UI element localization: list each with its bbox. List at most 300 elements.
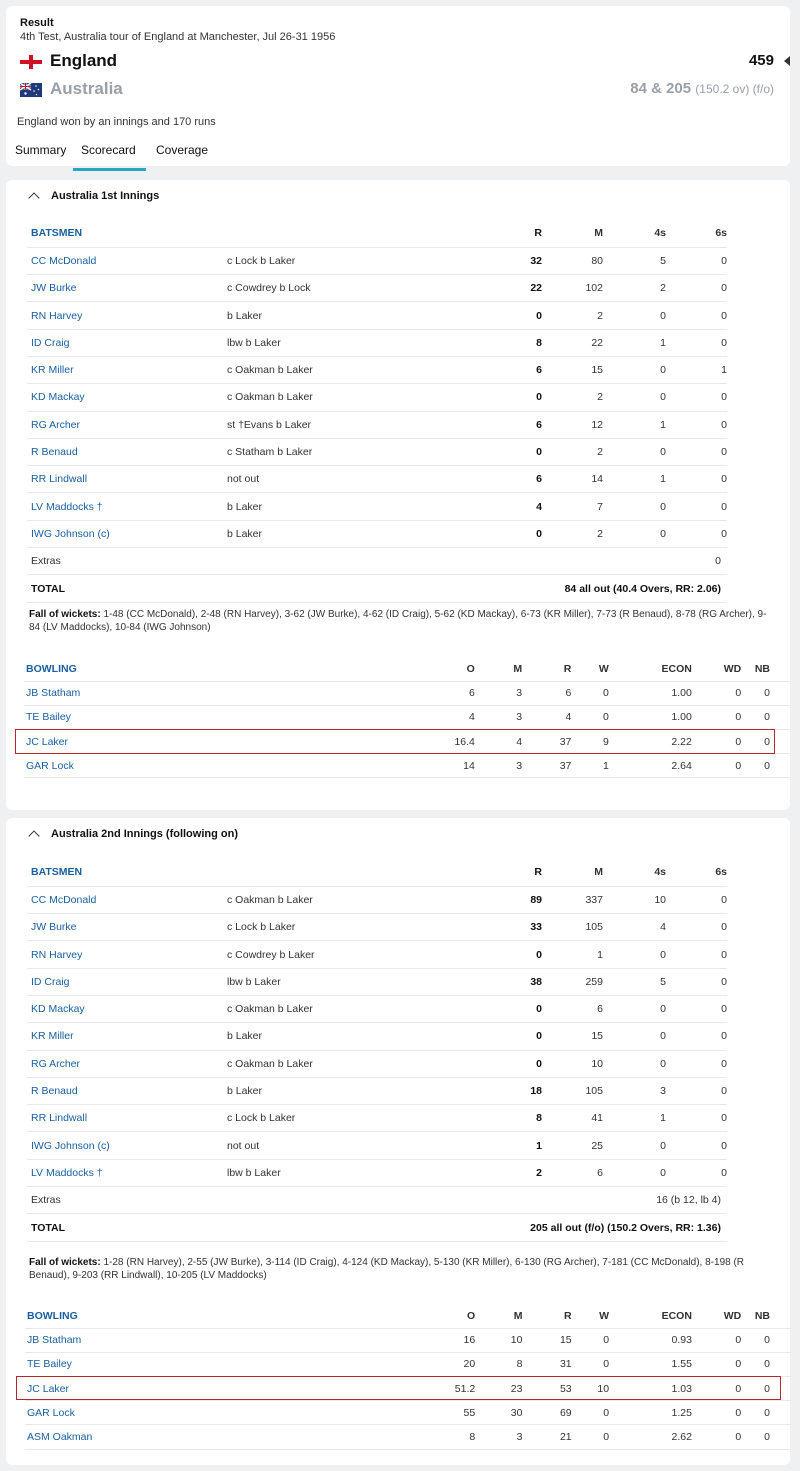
overs-value: 20 bbox=[222, 1352, 475, 1376]
col-header-minutes: M bbox=[542, 220, 603, 247]
overs-value: 4 bbox=[221, 705, 475, 729]
batsman-name-link[interactable]: RN Harvey bbox=[27, 941, 227, 968]
bowler-name-link[interactable]: JB Statham bbox=[25, 1328, 222, 1352]
innings-card-2 bbox=[6, 818, 790, 1465]
total-label: TOTAL bbox=[27, 1214, 227, 1241]
maidens-value: 3 bbox=[475, 1425, 522, 1449]
runs-value: 0 bbox=[467, 941, 542, 968]
overs-value: 51.2 bbox=[222, 1377, 475, 1401]
dismissal-text: not out bbox=[227, 466, 467, 493]
team-score-overs: (150.2 ov) (f/o) bbox=[695, 82, 774, 96]
sixes-value: 0 bbox=[666, 1159, 727, 1186]
dismissal-text: c Cowdrey b Lock bbox=[227, 275, 467, 302]
caret-left-icon bbox=[784, 56, 790, 66]
batsman-name-link[interactable]: RG Archer bbox=[27, 1050, 227, 1077]
dismissal-text: b Laker bbox=[227, 493, 467, 520]
runs-conceded-value: 37 bbox=[522, 730, 571, 754]
overs-value: 14 bbox=[221, 754, 475, 778]
minutes-value: 15 bbox=[542, 356, 603, 383]
extras-row bbox=[27, 1187, 727, 1214]
runs-conceded-value: 31 bbox=[522, 1352, 571, 1376]
england-flag-icon bbox=[20, 55, 42, 69]
extras-label: Extras bbox=[27, 548, 227, 575]
fours-value: 5 bbox=[603, 247, 666, 274]
wides-value: 0 bbox=[692, 1377, 741, 1401]
col-header-wickets: W bbox=[572, 1304, 609, 1328]
batsman-row bbox=[27, 886, 727, 913]
sixes-value: 0 bbox=[666, 1132, 727, 1159]
wides-value: 0 bbox=[692, 1401, 741, 1425]
minutes-value: 337 bbox=[542, 886, 603, 913]
batsman-row bbox=[27, 411, 727, 438]
batsman-row bbox=[27, 941, 727, 968]
noballs-value: 0 bbox=[741, 754, 790, 778]
economy-value: 1.00 bbox=[609, 705, 692, 729]
runs-value: 4 bbox=[467, 493, 542, 520]
extras-value: 0 bbox=[227, 548, 727, 575]
batsman-name-link[interactable]: RN Harvey bbox=[27, 302, 227, 329]
innings-card-1 bbox=[6, 180, 790, 810]
bowling-table bbox=[24, 657, 790, 778]
dismissal-text: st †Evans b Laker bbox=[227, 411, 467, 438]
runs-conceded-value: 53 bbox=[522, 1377, 571, 1401]
dismissal-text: c Lock b Laker bbox=[227, 247, 467, 274]
col-header-runs: R bbox=[467, 859, 542, 886]
fours-value: 0 bbox=[603, 438, 666, 465]
sixes-value: 0 bbox=[666, 329, 727, 356]
runs-value: 0 bbox=[467, 1050, 542, 1077]
col-header-sixes: 6s bbox=[666, 220, 727, 247]
dismissal-text: b Laker bbox=[227, 1077, 467, 1104]
team-name: England bbox=[50, 51, 118, 70]
noballs-value: 0 bbox=[741, 705, 790, 729]
fours-value: 0 bbox=[603, 1159, 666, 1186]
runs-conceded-value: 6 bbox=[522, 681, 571, 705]
innings-title[interactable]: Australia 1st Innings bbox=[51, 190, 160, 202]
runs-value: 0 bbox=[467, 1023, 542, 1050]
batsman-name-link[interactable]: R Benaud bbox=[27, 1077, 227, 1104]
batsman-name-link[interactable]: KD Mackay bbox=[27, 384, 227, 411]
fours-value: 3 bbox=[603, 1077, 666, 1104]
batsman-name-link[interactable]: KD Mackay bbox=[27, 995, 227, 1022]
batsman-name-link[interactable]: CC McDonald bbox=[27, 886, 227, 913]
noballs-value: 0 bbox=[741, 1425, 790, 1449]
runs-value: 1 bbox=[467, 1132, 542, 1159]
fow-text: 1-28 (RN Harvey), 2-55 (JW Burke), 3-114 (ID Craig), 4-124 (KD Mackay), 5-130 (KR Miller), 6-130 (RG Archer), 7-181 (CC McDonald), 8-198 (R Benaud), 9-203 (RR Lindwall), 10-205 (LV Maddocks) bbox=[29, 1257, 745, 1281]
bowling-table bbox=[25, 1304, 790, 1450]
team-name: Australia bbox=[50, 79, 123, 98]
bowler-name-link[interactable]: GAR Lock bbox=[24, 754, 221, 778]
batsman-row bbox=[27, 968, 727, 995]
minutes-value: 41 bbox=[542, 1105, 603, 1132]
batsman-name-link[interactable]: RG Archer bbox=[27, 411, 227, 438]
col-header-fours: 4s bbox=[603, 220, 666, 247]
noballs-value: 0 bbox=[741, 1401, 790, 1425]
fow-text: 1-48 (CC McDonald), 2-48 (RN Harvey), 3-62 (JW Burke), 4-62 (ID Craig), 5-62 (KD Mackay), 6-73 (KR Miller), 7-73 (R Benaud), 8-78 (RG Archer), 9-84 (LV Maddocks), 10-84 (IWG Johnson) bbox=[29, 609, 767, 633]
runs-value: 0 bbox=[467, 520, 542, 547]
fours-value: 0 bbox=[603, 1050, 666, 1077]
col-header-dismissal bbox=[227, 220, 467, 247]
minutes-value: 2 bbox=[542, 438, 603, 465]
batsman-row bbox=[27, 466, 727, 493]
runs-value: 2 bbox=[467, 1159, 542, 1186]
wides-value: 0 bbox=[692, 730, 741, 754]
batsman-row bbox=[27, 995, 727, 1022]
batsman-name-link[interactable]: LV Maddocks † bbox=[27, 1159, 227, 1186]
wickets-value: 0 bbox=[571, 705, 608, 729]
wickets-value: 0 bbox=[572, 1352, 609, 1376]
dismissal-text: c Cowdrey b Laker bbox=[227, 941, 467, 968]
fours-value: 0 bbox=[603, 1023, 666, 1050]
minutes-value: 105 bbox=[542, 914, 603, 941]
fall-of-wickets bbox=[29, 608, 769, 634]
extras-row bbox=[27, 548, 727, 575]
tab-scorecard[interactable]: Scorecard bbox=[81, 143, 136, 157]
runs-value: 38 bbox=[467, 968, 542, 995]
batting-table bbox=[27, 220, 727, 603]
noballs-value: 0 bbox=[741, 1328, 790, 1352]
wides-value: 0 bbox=[692, 1352, 741, 1376]
overs-value: 55 bbox=[222, 1401, 475, 1425]
sixes-value: 0 bbox=[666, 411, 727, 438]
batsman-row bbox=[27, 1077, 727, 1104]
noballs-value: 0 bbox=[741, 730, 790, 754]
maidens-value: 3 bbox=[475, 705, 522, 729]
dismissal-text: c Statham b Laker bbox=[227, 438, 467, 465]
runs-value: 0 bbox=[467, 995, 542, 1022]
economy-value: 1.25 bbox=[609, 1401, 692, 1425]
team-row-australia[interactable] bbox=[20, 79, 790, 103]
sixes-value: 0 bbox=[666, 1050, 727, 1077]
sixes-value: 0 bbox=[666, 302, 727, 329]
economy-value: 2.64 bbox=[609, 754, 692, 778]
sixes-value: 0 bbox=[666, 995, 727, 1022]
col-header-noballs: NB bbox=[741, 1304, 790, 1328]
col-header-overs: O bbox=[221, 657, 475, 681]
batsman-name-link[interactable]: IWG Johnson (c) bbox=[27, 1132, 227, 1159]
bowler-name-link[interactable]: TE Bailey bbox=[24, 705, 221, 729]
runs-value: 0 bbox=[467, 302, 542, 329]
fow-label: Fall of wickets: bbox=[29, 1257, 101, 1268]
runs-value: 32 bbox=[467, 247, 542, 274]
runs-value: 6 bbox=[467, 466, 542, 493]
bowler-row bbox=[25, 1425, 790, 1449]
dismissal-text: c Oakman b Laker bbox=[227, 384, 467, 411]
bowler-name-link[interactable]: JB Statham bbox=[24, 681, 221, 705]
col-header-economy: ECON bbox=[609, 657, 692, 681]
economy-value: 0.93 bbox=[609, 1328, 692, 1352]
total-row bbox=[27, 1214, 727, 1241]
wickets-value: 0 bbox=[572, 1401, 609, 1425]
fours-value: 1 bbox=[603, 411, 666, 438]
bowler-name-link[interactable]: GAR Lock bbox=[25, 1401, 222, 1425]
runs-value: 0 bbox=[467, 438, 542, 465]
maidens-value: 3 bbox=[475, 754, 522, 778]
col-header-overs: O bbox=[222, 1304, 475, 1328]
minutes-value: 2 bbox=[542, 520, 603, 547]
fours-value: 0 bbox=[603, 995, 666, 1022]
fours-value: 0 bbox=[603, 1132, 666, 1159]
sixes-value: 0 bbox=[666, 275, 727, 302]
batsman-row bbox=[27, 384, 727, 411]
minutes-value: 22 bbox=[542, 329, 603, 356]
runs-value: 22 bbox=[467, 275, 542, 302]
bowler-name-link[interactable]: TE Bailey bbox=[25, 1352, 222, 1376]
wickets-value: 0 bbox=[572, 1328, 609, 1352]
runs-value: 89 bbox=[467, 886, 542, 913]
dismissal-text: b Laker bbox=[227, 1023, 467, 1050]
runs-conceded-value: 37 bbox=[522, 754, 571, 778]
col-header-bowling: BOWLING bbox=[24, 657, 221, 681]
dismissal-text: c Oakman b Laker bbox=[227, 886, 467, 913]
dismissal-text: b Laker bbox=[227, 302, 467, 329]
total-row bbox=[27, 575, 727, 602]
batsman-name-link[interactable]: KR Miller bbox=[27, 356, 227, 383]
match-description: 4th Test, Australia tour of England at Manchester, Jul 26-31 1956 bbox=[20, 31, 336, 43]
batsman-name-link[interactable]: ID Craig bbox=[27, 968, 227, 995]
minutes-value: 2 bbox=[542, 302, 603, 329]
batsman-row bbox=[27, 438, 727, 465]
wickets-value: 0 bbox=[572, 1425, 609, 1449]
innings-title[interactable]: Australia 2nd Innings (following on) bbox=[51, 828, 238, 840]
col-header-fours: 4s bbox=[603, 859, 666, 886]
col-header-sixes: 6s bbox=[666, 859, 727, 886]
col-header-wides: WD bbox=[692, 1304, 741, 1328]
minutes-value: 6 bbox=[542, 995, 603, 1022]
batsman-row bbox=[27, 1023, 727, 1050]
chevron-up-icon[interactable] bbox=[28, 192, 39, 203]
overs-value: 8 bbox=[222, 1425, 475, 1449]
runs-value: 0 bbox=[467, 384, 542, 411]
bowler-row bbox=[25, 1352, 790, 1376]
maidens-value: 8 bbox=[475, 1352, 522, 1376]
minutes-value: 7 bbox=[542, 493, 603, 520]
col-header-batsmen: BATSMEN bbox=[27, 859, 227, 886]
batsman-row bbox=[27, 356, 727, 383]
wickets-value: 10 bbox=[572, 1377, 609, 1401]
minutes-value: 25 bbox=[542, 1132, 603, 1159]
sixes-value: 0 bbox=[666, 493, 727, 520]
bowler-row bbox=[24, 730, 790, 754]
wides-value: 0 bbox=[692, 1425, 741, 1449]
runs-conceded-value: 15 bbox=[522, 1328, 571, 1352]
dismissal-text: c Lock b Laker bbox=[227, 1105, 467, 1132]
sixes-value: 0 bbox=[666, 941, 727, 968]
wides-value: 0 bbox=[692, 1328, 741, 1352]
bowler-name-link[interactable]: JC Laker bbox=[24, 730, 221, 754]
wickets-value: 1 bbox=[571, 754, 608, 778]
total-label: TOTAL bbox=[27, 575, 227, 602]
australia-flag-icon bbox=[20, 83, 42, 97]
minutes-value: 102 bbox=[542, 275, 603, 302]
batsman-name-link[interactable]: CC McDonald bbox=[27, 247, 227, 274]
sixes-value: 0 bbox=[666, 1077, 727, 1104]
col-header-noballs: NB bbox=[741, 657, 790, 681]
sixes-value: 0 bbox=[666, 886, 727, 913]
batsman-row bbox=[27, 520, 727, 547]
dismissal-text: not out bbox=[227, 1132, 467, 1159]
tab-summary[interactable]: Summary bbox=[15, 143, 67, 157]
runs-value: 6 bbox=[467, 411, 542, 438]
dismissal-text: c Oakman b Laker bbox=[227, 1050, 467, 1077]
batsman-row bbox=[27, 1105, 727, 1132]
batsman-row bbox=[27, 1159, 727, 1186]
col-header-wickets: W bbox=[571, 657, 608, 681]
noballs-value: 0 bbox=[741, 1377, 790, 1401]
sixes-value: 0 bbox=[666, 968, 727, 995]
dismissal-text: lbw b Laker bbox=[227, 1159, 467, 1186]
batsman-row bbox=[27, 329, 727, 356]
batsman-name-link[interactable]: IWG Johnson (c) bbox=[27, 520, 227, 547]
match-header-card bbox=[6, 6, 790, 166]
overs-value: 16.4 bbox=[221, 730, 475, 754]
batsman-row bbox=[27, 1050, 727, 1077]
economy-value: 2.62 bbox=[609, 1425, 692, 1449]
economy-value: 1.55 bbox=[609, 1352, 692, 1376]
fours-value: 2 bbox=[603, 275, 666, 302]
batsman-name-link[interactable]: ID Craig bbox=[27, 329, 227, 356]
team-score bbox=[630, 80, 774, 97]
sixes-value: 1 bbox=[666, 356, 727, 383]
total-value: 84 all out (40.4 Overs, RR: 2.06) bbox=[227, 575, 727, 602]
extras-label: Extras bbox=[27, 1187, 227, 1214]
batsman-name-link[interactable]: R Benaud bbox=[27, 438, 227, 465]
bowler-name-link[interactable]: JC Laker bbox=[25, 1377, 222, 1401]
maidens-value: 23 bbox=[475, 1377, 522, 1401]
extras-value: 16 (b 12, lb 4) bbox=[227, 1187, 727, 1214]
minutes-value: 2 bbox=[542, 384, 603, 411]
col-header-maidens: M bbox=[475, 1304, 522, 1328]
overs-value: 16 bbox=[222, 1328, 475, 1352]
fours-value: 0 bbox=[603, 941, 666, 968]
bowler-row bbox=[25, 1401, 790, 1425]
minutes-value: 105 bbox=[542, 1077, 603, 1104]
batsman-row bbox=[27, 1132, 727, 1159]
runs-conceded-value: 21 bbox=[522, 1425, 571, 1449]
minutes-value: 12 bbox=[542, 411, 603, 438]
fours-value: 0 bbox=[603, 356, 666, 383]
runs-conceded-value: 69 bbox=[522, 1401, 571, 1425]
noballs-value: 0 bbox=[741, 681, 790, 705]
fow-label: Fall of wickets: bbox=[29, 609, 101, 620]
team-score-main: 84 & 205 bbox=[630, 80, 692, 97]
fours-value: 0 bbox=[603, 384, 666, 411]
wides-value: 0 bbox=[692, 681, 741, 705]
batsman-name-link[interactable]: RR Lindwall bbox=[27, 466, 227, 493]
minutes-value: 14 bbox=[542, 466, 603, 493]
batsman-name-link[interactable]: JW Burke bbox=[27, 914, 227, 941]
tab-coverage[interactable]: Coverage bbox=[156, 143, 209, 157]
bowler-row bbox=[24, 705, 790, 729]
sixes-value: 0 bbox=[666, 914, 727, 941]
runs-value: 8 bbox=[467, 1105, 542, 1132]
sixes-value: 0 bbox=[666, 384, 727, 411]
fours-value: 10 bbox=[603, 886, 666, 913]
dismissal-text: lbw b Laker bbox=[227, 968, 467, 995]
col-header-minutes: M bbox=[542, 859, 603, 886]
bowler-name-link[interactable]: ASM Oakman bbox=[25, 1425, 222, 1449]
fours-value: 0 bbox=[603, 302, 666, 329]
fall-of-wickets bbox=[29, 1256, 774, 1282]
fours-value: 0 bbox=[603, 520, 666, 547]
economy-value: 1.00 bbox=[609, 681, 692, 705]
runs-value: 6 bbox=[467, 356, 542, 383]
minutes-value: 15 bbox=[542, 1023, 603, 1050]
dismissal-text: c Oakman b Laker bbox=[227, 995, 467, 1022]
dismissal-text: b Laker bbox=[227, 520, 467, 547]
total-value: 205 all out (f/o) (150.2 Overs, RR: 1.36) bbox=[227, 1214, 727, 1241]
maidens-value: 30 bbox=[475, 1401, 522, 1425]
overs-value: 6 bbox=[221, 681, 475, 705]
col-header-economy: ECON bbox=[609, 1304, 692, 1328]
sixes-value: 0 bbox=[666, 247, 727, 274]
bowler-row bbox=[24, 681, 790, 705]
economy-value: 1.03 bbox=[609, 1377, 692, 1401]
col-header-batsmen: BATSMEN bbox=[27, 220, 227, 247]
sixes-value: 0 bbox=[666, 520, 727, 547]
runs-conceded-value: 4 bbox=[522, 705, 571, 729]
fours-value: 5 bbox=[603, 968, 666, 995]
col-header-runs: R bbox=[467, 220, 542, 247]
fours-value: 4 bbox=[603, 914, 666, 941]
minutes-value: 10 bbox=[542, 1050, 603, 1077]
maidens-value: 4 bbox=[475, 730, 522, 754]
runs-value: 18 bbox=[467, 1077, 542, 1104]
team-row-england[interactable] bbox=[20, 51, 790, 75]
minutes-value: 6 bbox=[542, 1159, 603, 1186]
batsman-row bbox=[27, 493, 727, 520]
wickets-value: 0 bbox=[571, 681, 608, 705]
noballs-value: 0 bbox=[741, 1352, 790, 1376]
minutes-value: 259 bbox=[542, 968, 603, 995]
batsman-name-link[interactable]: JW Burke bbox=[27, 275, 227, 302]
match-result-text: England won by an innings and 170 runs bbox=[17, 116, 216, 128]
batsman-row bbox=[27, 914, 727, 941]
result-label: Result bbox=[20, 17, 54, 29]
maidens-value: 10 bbox=[475, 1328, 522, 1352]
minutes-value: 80 bbox=[542, 247, 603, 274]
chevron-up-icon[interactable] bbox=[28, 830, 39, 841]
bowler-row bbox=[24, 754, 790, 778]
col-header-runs: R bbox=[522, 1304, 571, 1328]
sixes-value: 0 bbox=[666, 1105, 727, 1132]
batsman-name-link[interactable]: RR Lindwall bbox=[27, 1105, 227, 1132]
minutes-value: 1 bbox=[542, 941, 603, 968]
dismissal-text: lbw b Laker bbox=[227, 329, 467, 356]
batsman-name-link[interactable]: KR Miller bbox=[27, 1023, 227, 1050]
dismissal-text: c Oakman b Laker bbox=[227, 356, 467, 383]
col-header-maidens: M bbox=[475, 657, 522, 681]
col-header-wides: WD bbox=[692, 657, 741, 681]
col-header-runs: R bbox=[522, 657, 571, 681]
batting-table bbox=[27, 859, 727, 1242]
fours-value: 1 bbox=[603, 466, 666, 493]
economy-value: 2.22 bbox=[609, 730, 692, 754]
runs-value: 8 bbox=[467, 329, 542, 356]
bowler-row bbox=[25, 1328, 790, 1352]
sixes-value: 0 bbox=[666, 466, 727, 493]
wides-value: 0 bbox=[692, 754, 741, 778]
bowler-row bbox=[25, 1377, 790, 1401]
batsman-name-link[interactable]: LV Maddocks † bbox=[27, 493, 227, 520]
dismissal-text: c Lock b Laker bbox=[227, 914, 467, 941]
runs-value: 33 bbox=[467, 914, 542, 941]
wickets-value: 9 bbox=[571, 730, 608, 754]
fours-value: 1 bbox=[603, 329, 666, 356]
wides-value: 0 bbox=[692, 705, 741, 729]
sixes-value: 0 bbox=[666, 438, 727, 465]
col-header-bowling: BOWLING bbox=[25, 1304, 222, 1328]
